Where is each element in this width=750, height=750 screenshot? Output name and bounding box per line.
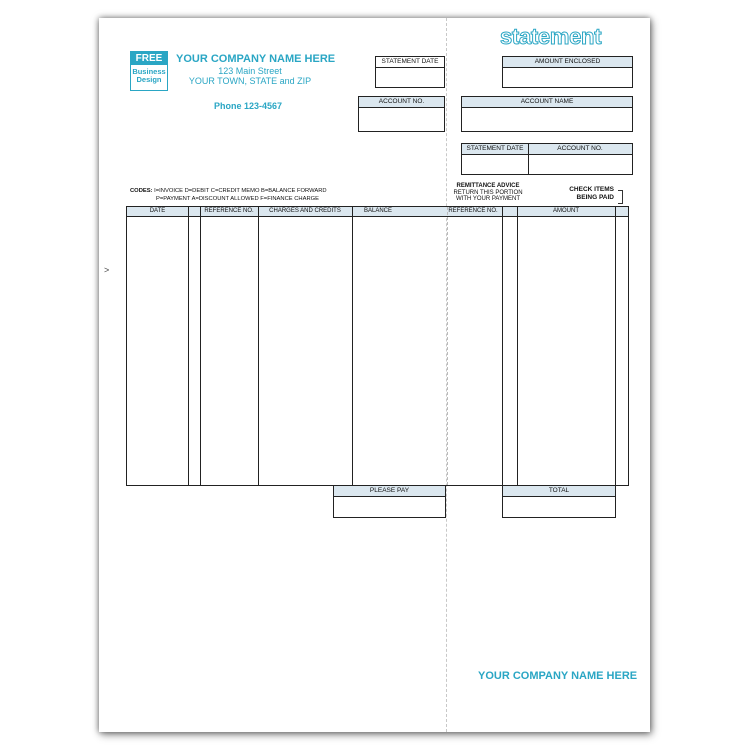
logo-top-text: FREE	[131, 52, 167, 65]
check-items-label	[562, 186, 614, 201]
codes-line-2: P=PAYMENT A=DISCOUNT ALLOWED F=FINANCE CHARGE	[156, 195, 320, 202]
col-header-amount: AMOUNT	[553, 208, 579, 214]
col-header-reference-no-stub: REFERENCE NO.	[448, 208, 498, 214]
transaction-table	[126, 206, 629, 486]
col-divider	[502, 207, 503, 485]
amount-enclosed-label: AMOUNT ENCLOSED	[503, 57, 632, 68]
codes-line-1: I=INVOICE D=DEBIT C=CREDIT MEMO B=BALANCE FORWARD	[154, 188, 327, 194]
stub-info-box	[461, 143, 633, 175]
margin-mark: >	[104, 265, 110, 275]
remittance-title: REMITTANCE ADVICE	[456, 183, 520, 189]
col-divider	[258, 207, 259, 485]
statement-date-label: STATEMENT DATE	[376, 57, 444, 68]
col-divider	[200, 207, 201, 485]
stub-account-no-label: ACCOUNT NO.	[557, 145, 603, 152]
codes-legend	[130, 188, 327, 203]
logo-bottom-text	[131, 65, 167, 84]
col-header-charges-credits: CHARGES AND CREDITS	[269, 208, 341, 214]
remittance-line-2: WITH YOUR PAYMENT	[455, 196, 520, 202]
please-pay-label: PLEASE PAY	[334, 486, 445, 497]
remittance-advice	[448, 183, 528, 203]
remittance-line-1: RETURN THIS PORTION	[453, 189, 523, 196]
company-logo	[130, 51, 168, 91]
account-no-label: ACCOUNT NO.	[359, 97, 444, 108]
form-title: statement	[500, 24, 602, 49]
col-divider	[352, 207, 353, 485]
logo-line-1: Business	[132, 67, 166, 76]
company-street: 123 Main Street	[218, 66, 282, 76]
stub-statement-date-label: STATEMENT DATE	[466, 145, 524, 152]
total-label: TOTAL	[503, 486, 615, 497]
col-header-balance: BALANCE	[363, 208, 392, 214]
company-city: YOUR TOWN, STATE and ZIP	[188, 76, 312, 86]
check-items-line-2: BEING PAID	[576, 193, 614, 201]
account-name-label: ACCOUNT NAME	[462, 97, 632, 108]
col-header-reference-no: REFERENCE NO.	[204, 208, 254, 214]
col-divider	[188, 207, 189, 485]
logo-line-2: Design	[136, 75, 162, 84]
account-no-field[interactable]	[358, 96, 445, 132]
company-phone: Phone 123-4567	[214, 101, 283, 111]
statement-date-field[interactable]	[375, 56, 445, 88]
col-divider	[517, 207, 518, 485]
perforation-in-table	[447, 207, 448, 485]
check-items-line-1: CHECK ITEMS	[569, 186, 614, 193]
please-pay-field[interactable]	[333, 485, 446, 518]
codes-label: CODES:	[130, 188, 153, 194]
amount-enclosed-field[interactable]	[502, 56, 633, 88]
total-field[interactable]	[502, 485, 616, 518]
col-header-date: DATE	[149, 208, 166, 214]
col-divider	[615, 207, 616, 485]
account-name-field[interactable]	[461, 96, 633, 132]
footer-company-name: YOUR COMPANY NAME HERE	[478, 670, 638, 682]
company-name: YOUR COMPANY NAME HERE	[176, 53, 336, 65]
check-bracket	[618, 190, 623, 204]
